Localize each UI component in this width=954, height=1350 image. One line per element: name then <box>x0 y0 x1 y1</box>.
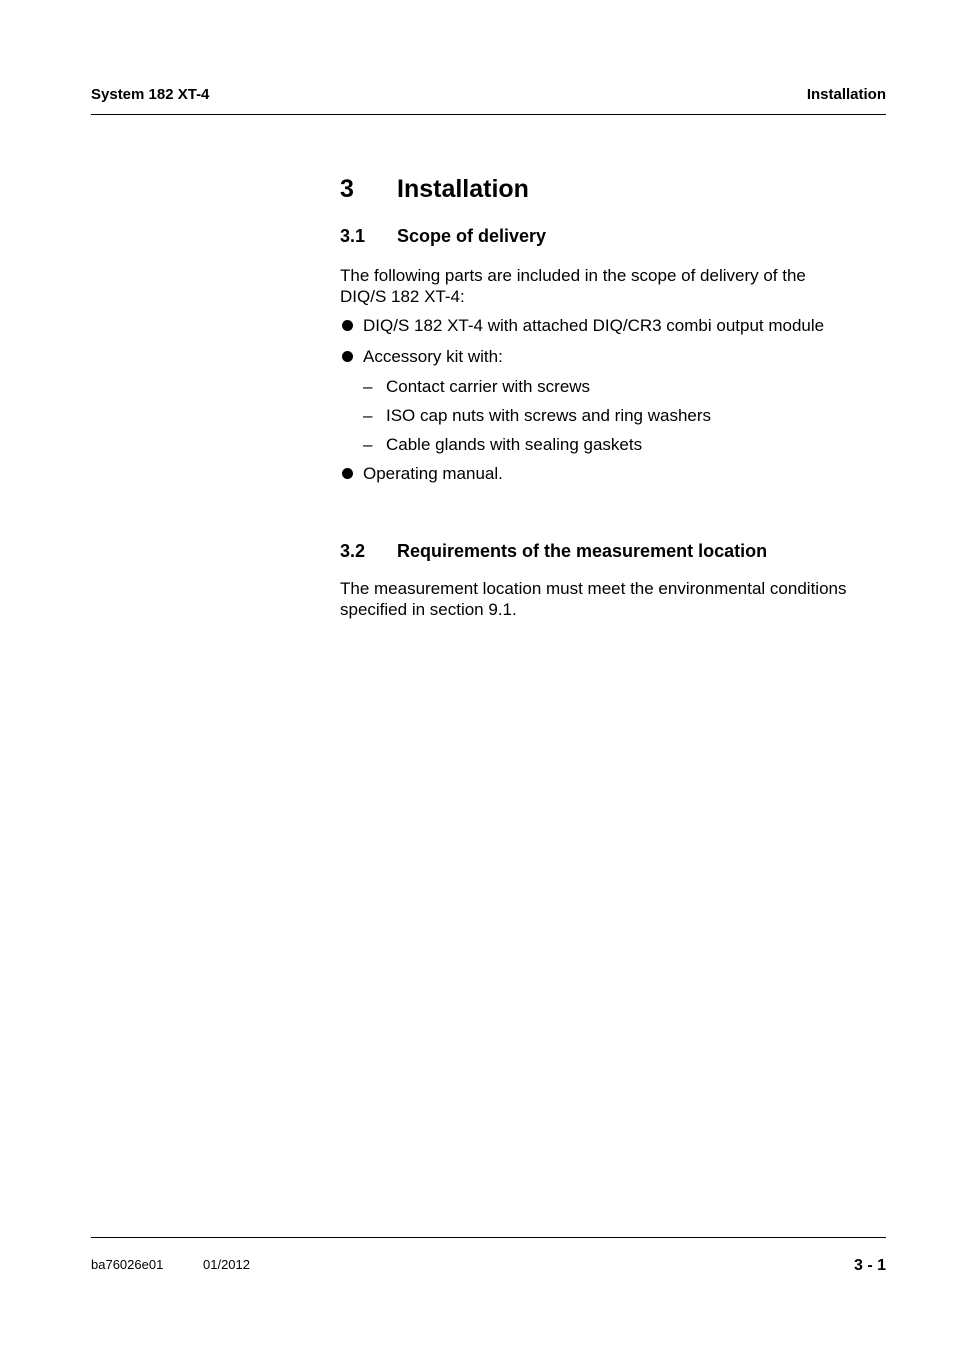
chapter-heading <box>340 172 886 206</box>
sublist-item-text: Cable glands with sealing gaskets <box>386 435 643 454</box>
sublist-item <box>340 434 886 455</box>
chapter-number: 3 <box>340 175 354 203</box>
sublist-item <box>340 405 886 426</box>
list-item-text: Accessory kit with: <box>363 347 503 366</box>
sublist-item-text: Contact carrier with screws <box>386 377 591 396</box>
dash-icon: – <box>363 435 373 454</box>
chapter-title: Installation <box>397 175 529 203</box>
header-product-name: System 182 XT-4 <box>91 86 210 103</box>
list-item-text: Operating manual. <box>363 464 503 483</box>
accessory-sublist <box>340 376 886 455</box>
page-footer <box>91 1237 886 1278</box>
section-title: Scope of delivery <box>397 226 547 246</box>
list-item <box>340 315 886 336</box>
dash-icon: – <box>363 377 373 396</box>
document-date: 01/2012 <box>203 1257 250 1272</box>
document-code: ba76026e01 <box>91 1257 164 1272</box>
location-paragraph: The measurement location must meet the environmental conditions specified in section 9.1. <box>340 579 847 619</box>
section-heading-location <box>340 539 886 563</box>
bullet-icon <box>342 351 353 362</box>
section-number: 3.2 <box>340 541 366 561</box>
main-content <box>340 172 886 620</box>
dash-icon: – <box>363 406 373 425</box>
scope-intro-paragraph: The following parts are included in the scope of delivery of the DIQ/S 182 XT-4: <box>340 266 806 306</box>
section-title: Requirements of the measurement location <box>397 541 768 561</box>
header-chapter-name: Installation <box>806 86 886 103</box>
list-item-text: DIQ/S 182 XT-4 with attached DIQ/CR3 combi output module <box>363 316 825 335</box>
section-number: 3.1 <box>340 226 366 246</box>
sublist-item-text: ISO cap nuts with screws and ring washers <box>386 406 712 425</box>
scope-list-continued <box>340 463 886 484</box>
list-item <box>340 463 886 484</box>
scope-list <box>340 315 886 367</box>
page-header <box>91 86 886 115</box>
sublist-item <box>340 376 886 397</box>
page-number: 3 - 1 <box>853 1257 886 1274</box>
bullet-icon <box>342 320 353 331</box>
section-heading-scope <box>340 224 886 248</box>
bullet-icon <box>342 468 353 479</box>
list-item <box>340 346 886 367</box>
